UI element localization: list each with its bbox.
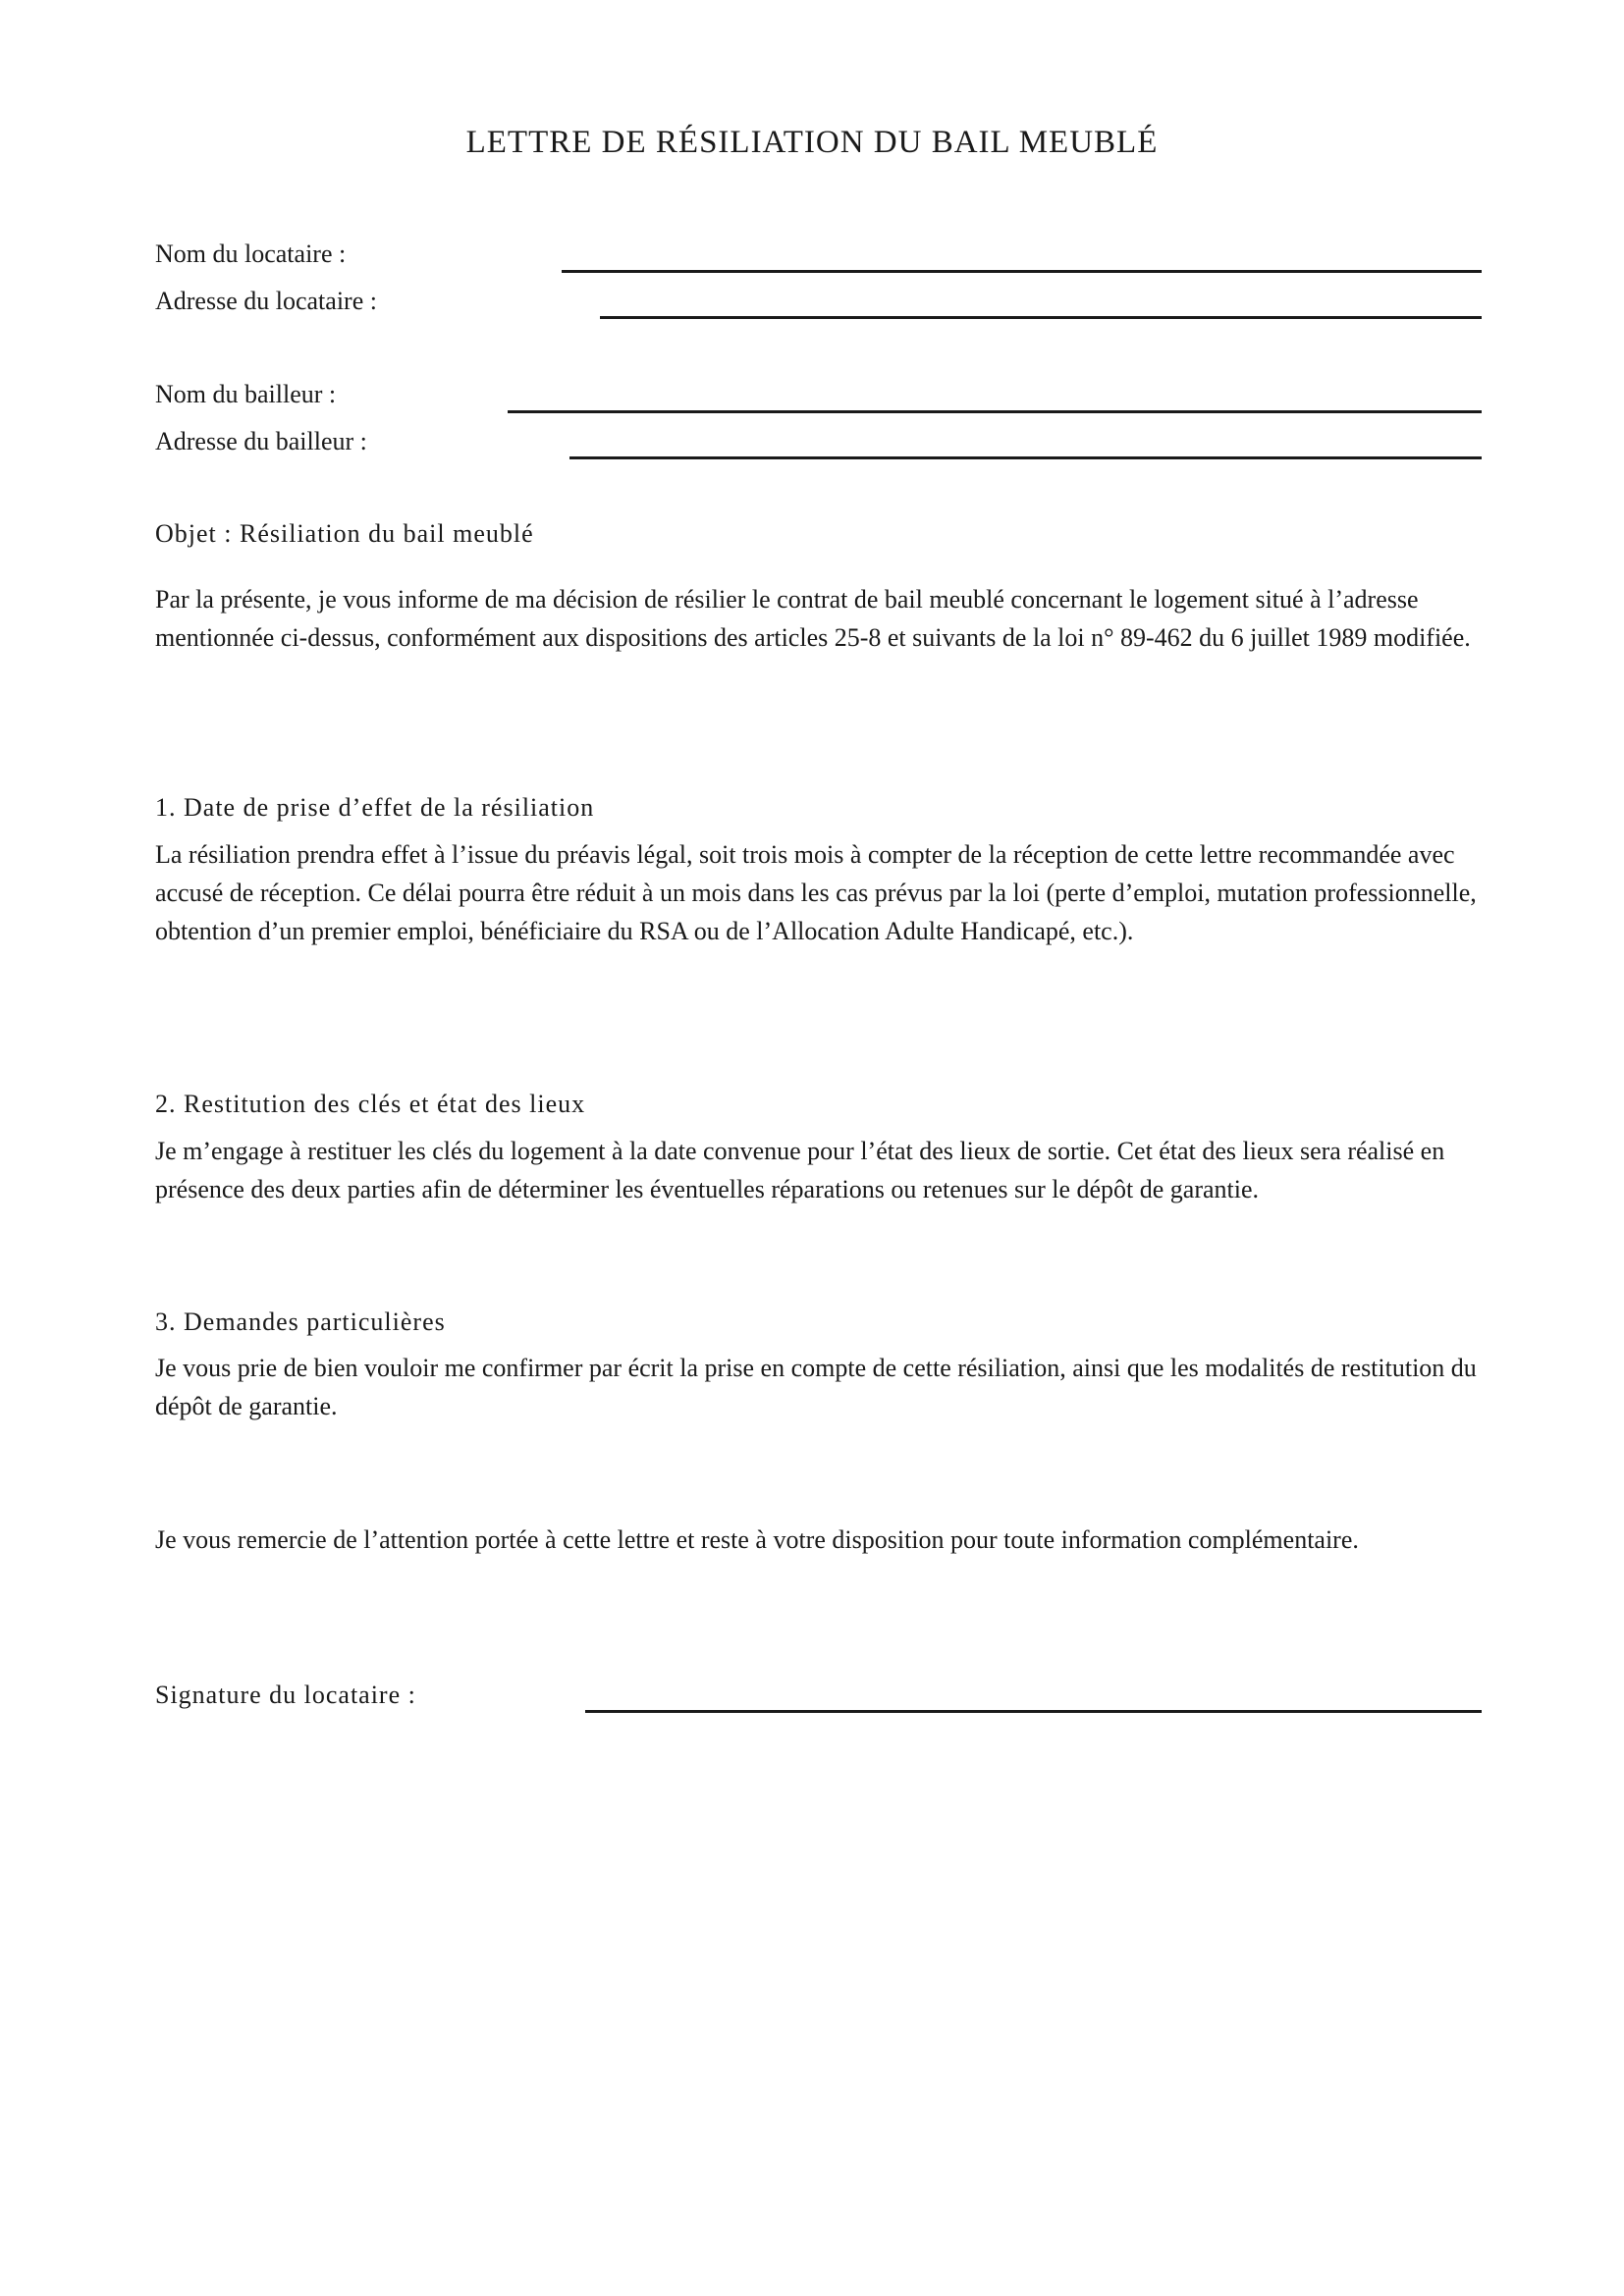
page-title: LETTRE DE RÉSILIATION DU BAIL MEUBLÉ: [465, 125, 1159, 160]
landlord-name-label: Nom du bailleur :: [155, 380, 337, 408]
intro-paragraph: Par la présente, je vous informe de ma décision de résilier le contrat de bail meublé concernant le logement situé à l’adresse mentionnée ci-dessus, conformément aux dispositions des articles 25-8 et suivants de la loi n° 89-462 du 6 juillet 1989 modifiée.: [155, 585, 1471, 652]
section-3-heading: 3. Demandes particulières: [155, 1308, 446, 1336]
tenant-name-label: Nom du locataire :: [155, 240, 347, 268]
tenant-address-label: Adresse du locataire :: [155, 287, 377, 315]
section-3-body: Je vous prie de bien vouloir me confirmer par écrit la prise en compte de cette résiliation, ainsi que les modalités de restitution du dépôt de garantie.: [155, 1354, 1477, 1420]
section-1-heading: 1. Date de prise d’effet de la résiliation: [155, 793, 595, 822]
landlord-name-field[interactable]: [508, 410, 1482, 413]
landlord-address-label: Adresse du bailleur :: [155, 427, 367, 455]
tenant-address-field[interactable]: [600, 316, 1482, 319]
tenant-name-field[interactable]: [562, 270, 1482, 273]
landlord-address-field[interactable]: [569, 456, 1482, 459]
section-1-body: La résiliation prendra effet à l’issue du préavis légal, soit trois mois à compter de la réception de cette lettre recommandée avec accusé de réception. Ce délai pourra être réduit à un mois dans les cas prévus par la loi (perte d’emploi, mutation professionnelle, obtention d’un premier emploi, bénéficiaire du RSA ou de l’Allocation Adulte Handicapé, etc.).: [155, 840, 1477, 945]
section-2-body: Je m’engage à restituer les clés du logement à la date convenue pour l’état des lieux de sortie. Cet état des lieux sera réalisé en présence des deux parties afin de déterminer les éventuelles réparations ou retenues sur le dépôt de garantie.: [155, 1137, 1445, 1203]
object-line: Objet : Résiliation du bail meublé: [155, 519, 534, 548]
signature-label: Signature du locataire :: [155, 1681, 416, 1709]
closing-paragraph: Je vous remercie de l’attention portée à cette lettre et reste à votre disposition pour toute information complémentaire.: [155, 1525, 1359, 1554]
section-2-heading: 2. Restitution des clés et état des lieux: [155, 1090, 586, 1118]
signature-field[interactable]: [585, 1710, 1482, 1713]
